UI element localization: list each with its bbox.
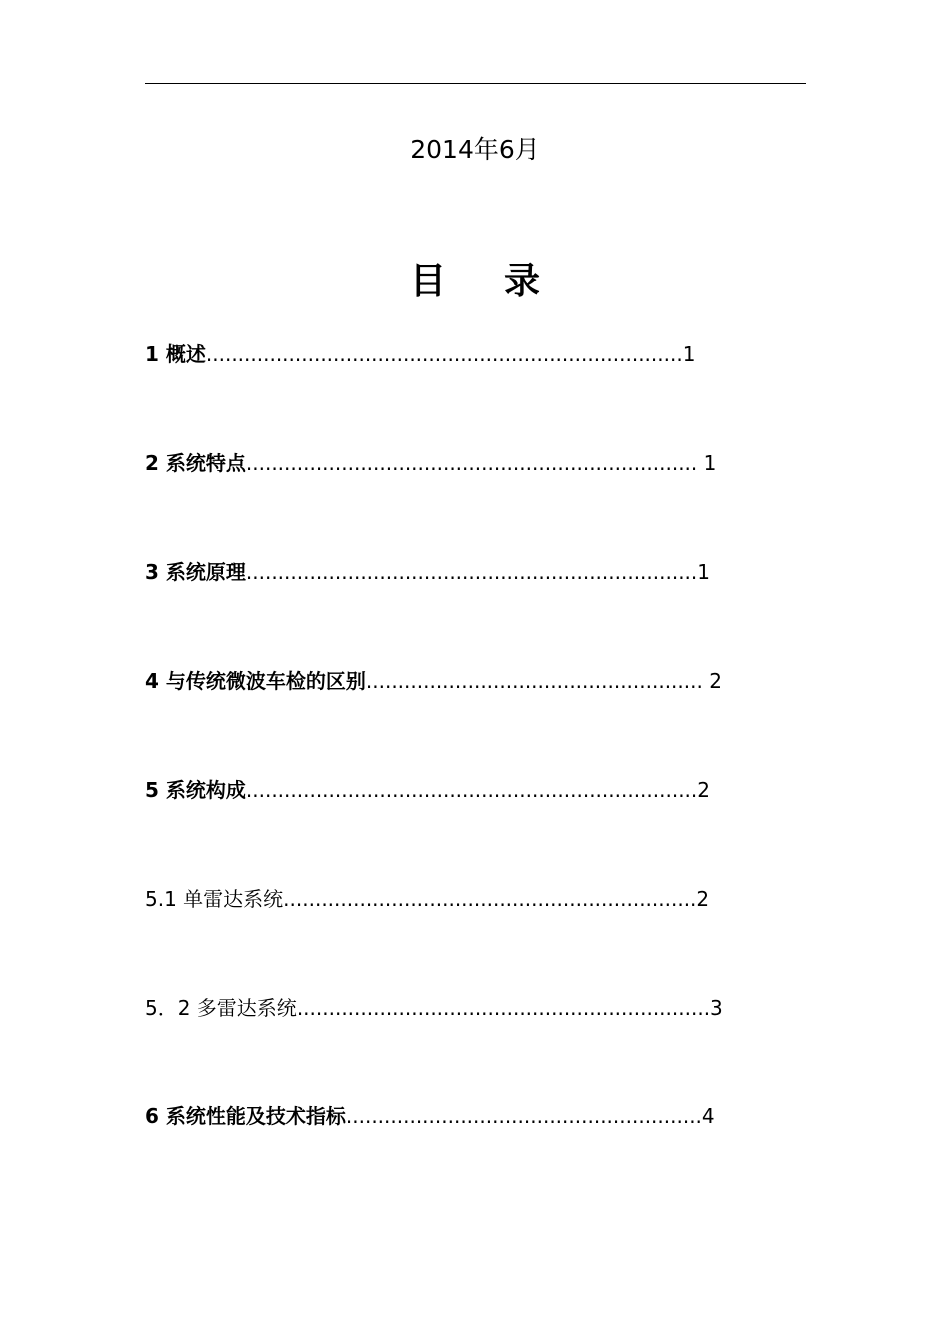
toc-page-number: 2 (696, 887, 710, 911)
toc-entry-label: 5.1 单雷达系统 (145, 887, 284, 911)
toc-leader-dots: ....................................................................... (245, 560, 698, 584)
toc-entry-label: 5 系统构成 (145, 778, 246, 802)
toc-page-number: 2 (697, 778, 711, 802)
toc-entry-label: 2 系统特点 (145, 451, 246, 475)
toc-entry-5-1[interactable] (145, 884, 709, 914)
toc-leader-dots: ........................................................ (345, 1104, 702, 1128)
toc-entry-label: 3 系统原理 (145, 560, 246, 584)
toc-entry-1[interactable] (145, 339, 695, 369)
toc-heading (0, 258, 950, 306)
toc-page-number: 1 (682, 342, 696, 366)
toc-heading-char-2: 录 (504, 261, 541, 302)
toc-entry-label: 6 系统性能及技术指标 (145, 1104, 346, 1128)
toc-entry-5-2[interactable] (145, 993, 723, 1023)
toc-entry-label: 1 概述 (145, 342, 206, 366)
toc-leader-dots: ..................................................... (365, 669, 703, 693)
toc-page-number: 3 (710, 996, 723, 1020)
toc-leader-dots: ........................................................................... (205, 342, 683, 366)
toc-page-number: 1 (697, 451, 717, 475)
toc-page-number: 2 (702, 669, 722, 693)
toc-entry-2[interactable] (145, 448, 716, 478)
toc-leader-dots: ....................................................................... (245, 451, 698, 475)
toc-entry-label: 4 与传统微波车检的区别 (145, 669, 366, 693)
toc-page-number: 1 (697, 560, 711, 584)
toc-heading-char-1: 目 (409, 261, 446, 302)
toc-leader-dots: ................................................................. (283, 887, 697, 911)
toc-entry-label: 5．2 多雷达系统 (145, 996, 297, 1020)
toc-entry-6[interactable] (145, 1101, 715, 1131)
toc-entry-4[interactable] (145, 666, 722, 696)
toc-entry-5[interactable] (145, 775, 710, 805)
header-rule (145, 83, 806, 84)
toc-leader-dots: ................................................................. (296, 996, 711, 1020)
toc-leader-dots: ....................................................................... (245, 778, 698, 802)
document-date: 2014年6月 (410, 135, 540, 164)
toc-entry-3[interactable] (145, 557, 710, 587)
toc-page-number: 4 (701, 1104, 715, 1128)
